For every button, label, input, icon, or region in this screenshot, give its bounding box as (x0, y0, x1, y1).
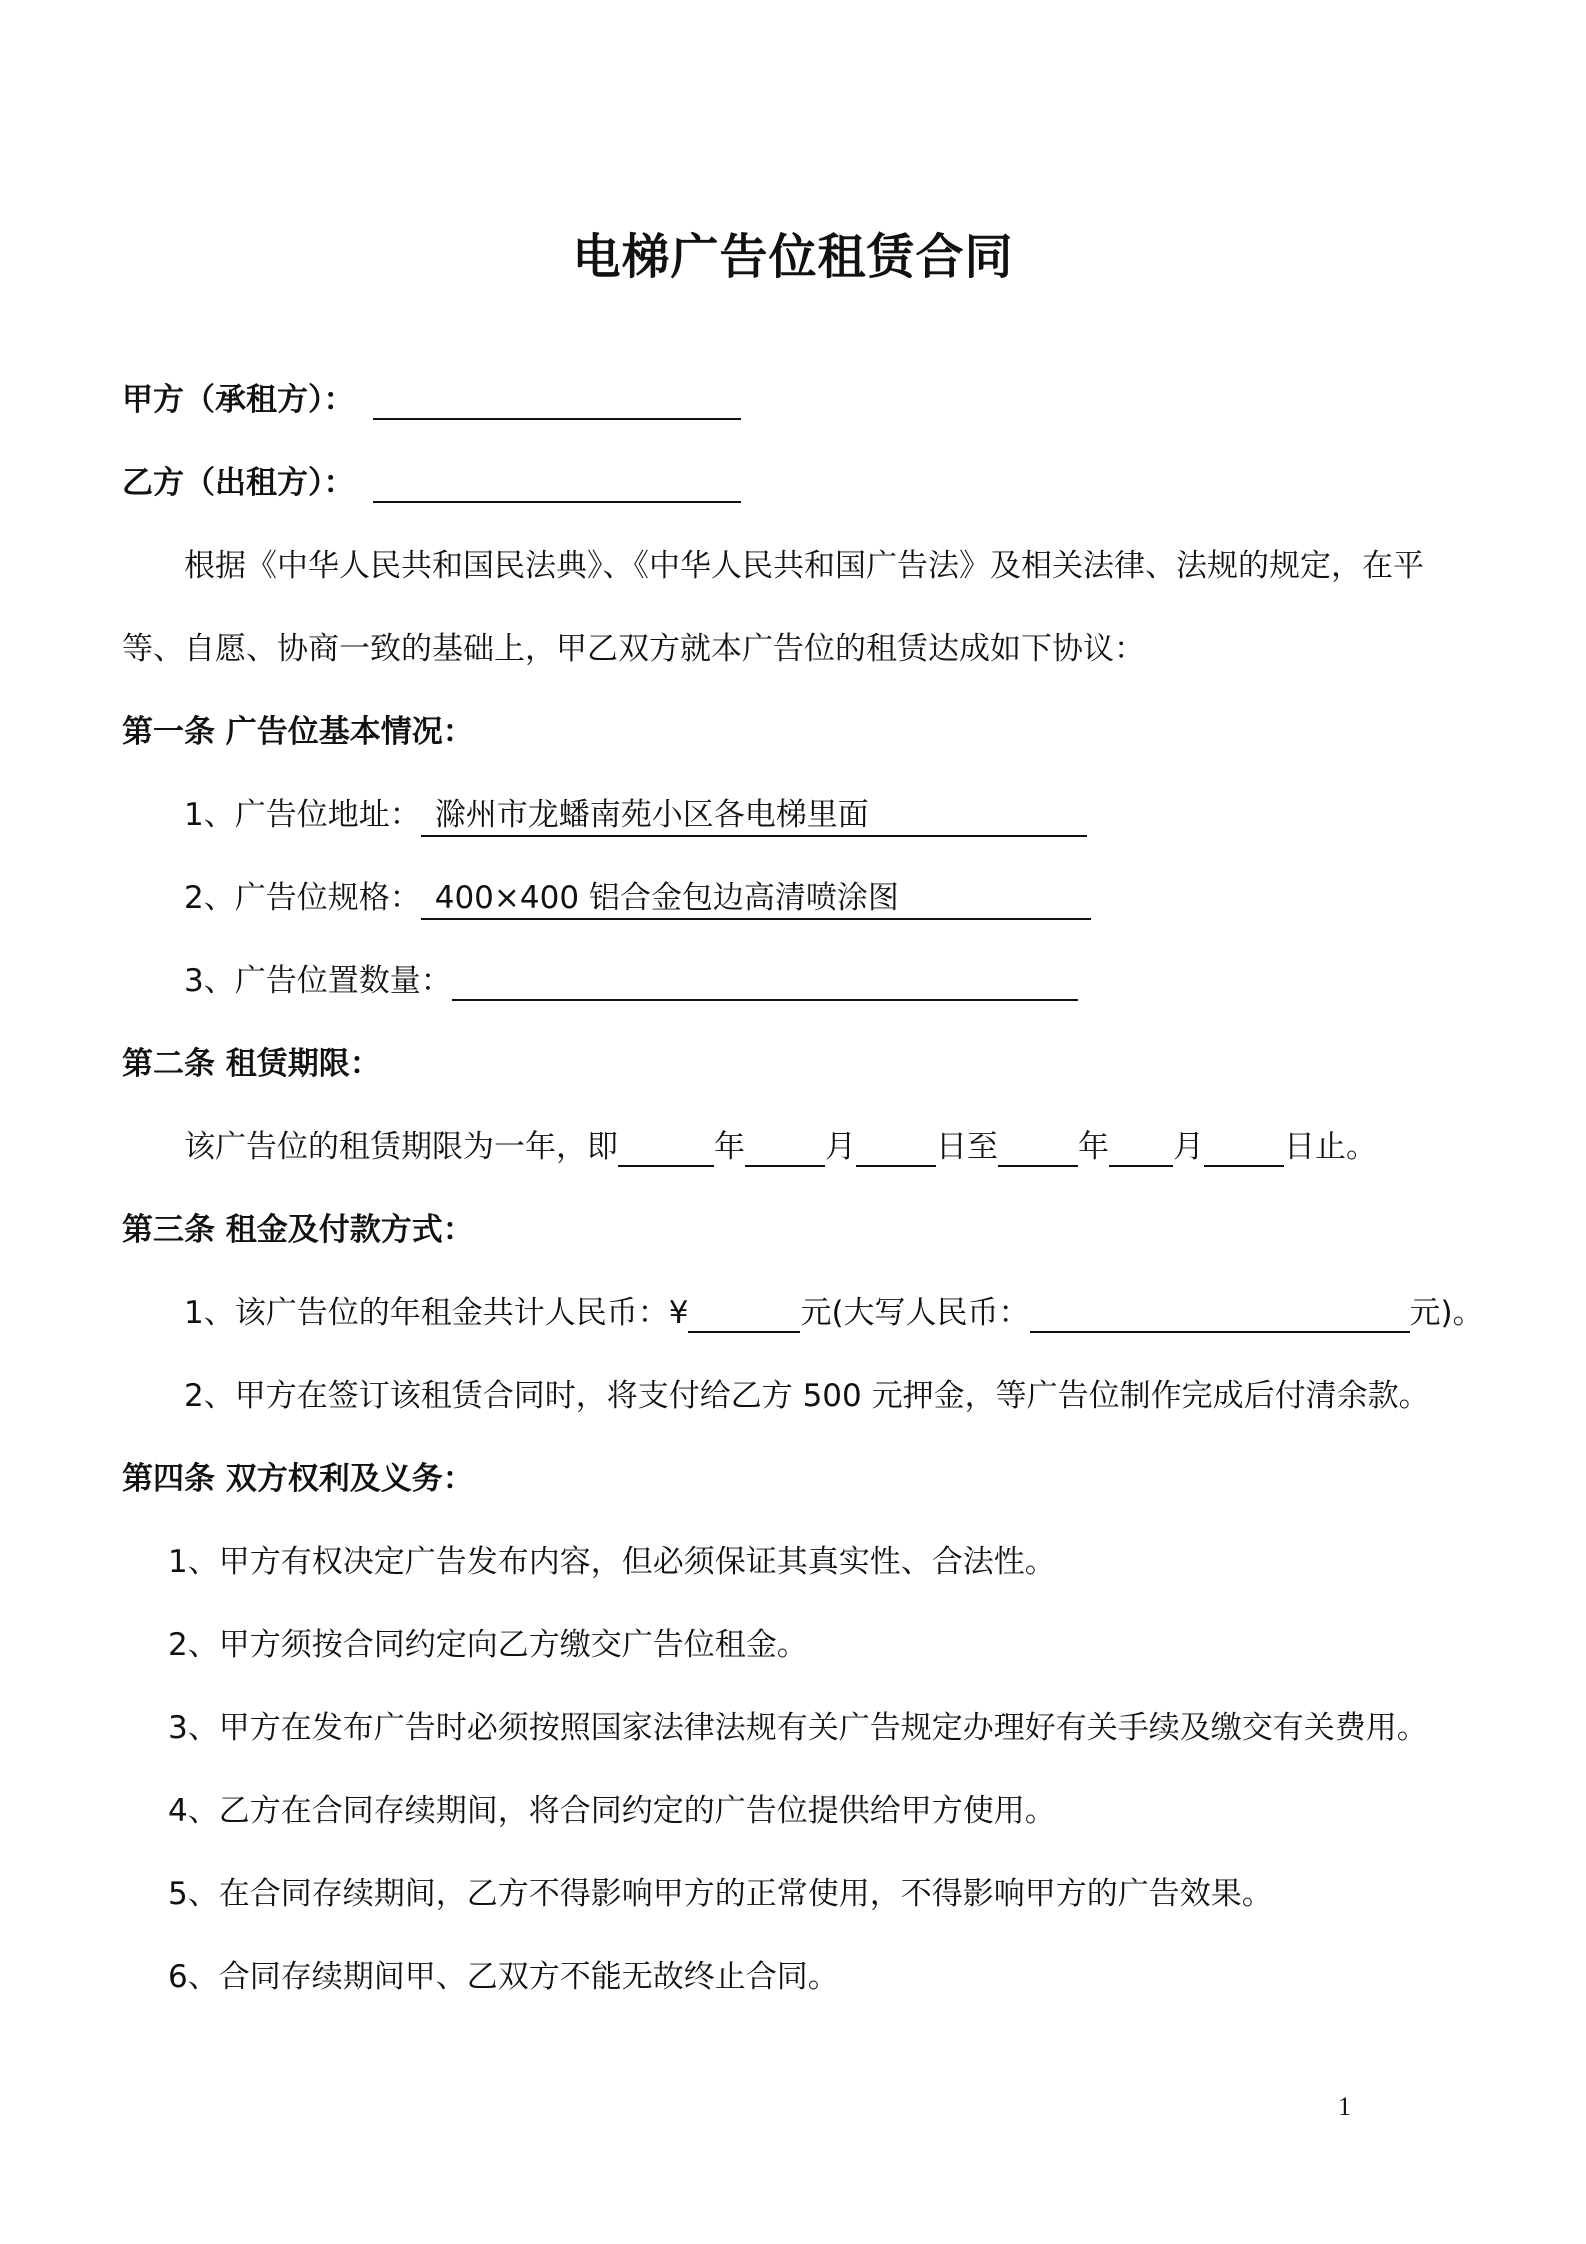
spec-row (184, 878, 1091, 920)
document-title: 电梯广告位租赁合同 (572, 229, 1014, 285)
deposit-clause: 2、甲方在签订该租赁合同时，将支付给乙方 500 元押金，等广告位制作完成后付清余款。 (184, 1378, 1430, 1414)
obligation-item: 5、在合同存续期间，乙方不得影响甲方的正常使用，不得影响甲方的广告效果。 (168, 1876, 1273, 1912)
party-a-blank[interactable] (373, 384, 741, 420)
end-day-blank[interactable] (1204, 1131, 1284, 1167)
party-b-blank[interactable] (373, 467, 741, 503)
rent-capital-blank[interactable] (1030, 1297, 1410, 1333)
party-b-row (122, 463, 741, 503)
lease-term-intro: 该广告位的租赁期限为一年，即 (184, 1129, 618, 1165)
obligation-item: 2、甲方须按合同约定向乙方缴交广告位租金。 (168, 1627, 808, 1663)
quantity-row (184, 961, 1078, 1001)
start-month-blank[interactable] (745, 1131, 825, 1167)
rent-mid: 元(大写人民币： (800, 1295, 1030, 1331)
day-to-label: 日至 (936, 1129, 998, 1165)
article-3-heading: 第三条 租金及付款方式： (122, 1212, 474, 1248)
party-a-label: 甲方（承租方）： (122, 382, 355, 418)
month2-label: 月 (1173, 1129, 1204, 1165)
preamble-line-2: 等、自愿、协商一致的基础上，甲乙双方就本广告位的租赁达成如下协议： (122, 631, 1145, 667)
start-year-blank[interactable] (618, 1131, 714, 1167)
day-end-label: 日止。 (1284, 1129, 1377, 1165)
year2-label: 年 (1078, 1129, 1109, 1165)
article-4-heading: 第四条 双方权利及义务： (122, 1461, 474, 1497)
year-label: 年 (714, 1129, 745, 1165)
preamble-line-1: 根据《中华人民共和国民法典》、《中华人民共和国广告法》及相关法律、法规的规定，在平 (184, 548, 1424, 584)
obligation-item: 1、甲方有权决定广告发布内容，但必须保证其真实性、合法性。 (168, 1544, 1056, 1580)
address-value[interactable]: 滁州市龙蟠南苑小区各电梯里面 (421, 795, 1087, 837)
party-a-row (122, 380, 741, 420)
end-year-blank[interactable] (998, 1131, 1078, 1167)
quantity-label: 3、广告位置数量： (184, 963, 452, 999)
rent-row (184, 1293, 1484, 1333)
quantity-blank[interactable] (452, 965, 1078, 1001)
party-b-label: 乙方（出租方）： (122, 465, 355, 501)
address-row (184, 795, 1087, 837)
month-label: 月 (825, 1129, 856, 1165)
rent-intro: 1、该广告位的年租金共计人民币：¥ (184, 1295, 689, 1331)
page-number: 1 (1338, 2092, 1351, 2121)
spec-value[interactable]: 400×400 铝合金包边高清喷涂图 (421, 878, 1091, 920)
address-label: 1、广告位地址： (184, 797, 421, 833)
start-day-blank[interactable] (856, 1131, 936, 1167)
article-1-heading: 第一条 广告位基本情况： (122, 714, 474, 750)
lease-term-row (184, 1127, 1377, 1167)
obligation-item: 4、乙方在合同存续期间，将合同约定的广告位提供给甲方使用。 (168, 1793, 1056, 1829)
spec-label: 2、广告位规格： (184, 880, 421, 916)
rent-amount-blank[interactable] (688, 1297, 800, 1333)
obligation-item: 3、甲方在发布广告时必须按照国家法律法规有关广告规定办理好有关手续及缴交有关费用。 (168, 1710, 1428, 1746)
rent-end: 元)。 (1409, 1295, 1484, 1331)
obligation-item: 6、合同存续期间甲、乙双方不能无故终止合同。 (168, 1959, 839, 1995)
article-2-heading: 第二条 租赁期限： (122, 1046, 381, 1082)
end-month-blank[interactable] (1109, 1131, 1173, 1167)
